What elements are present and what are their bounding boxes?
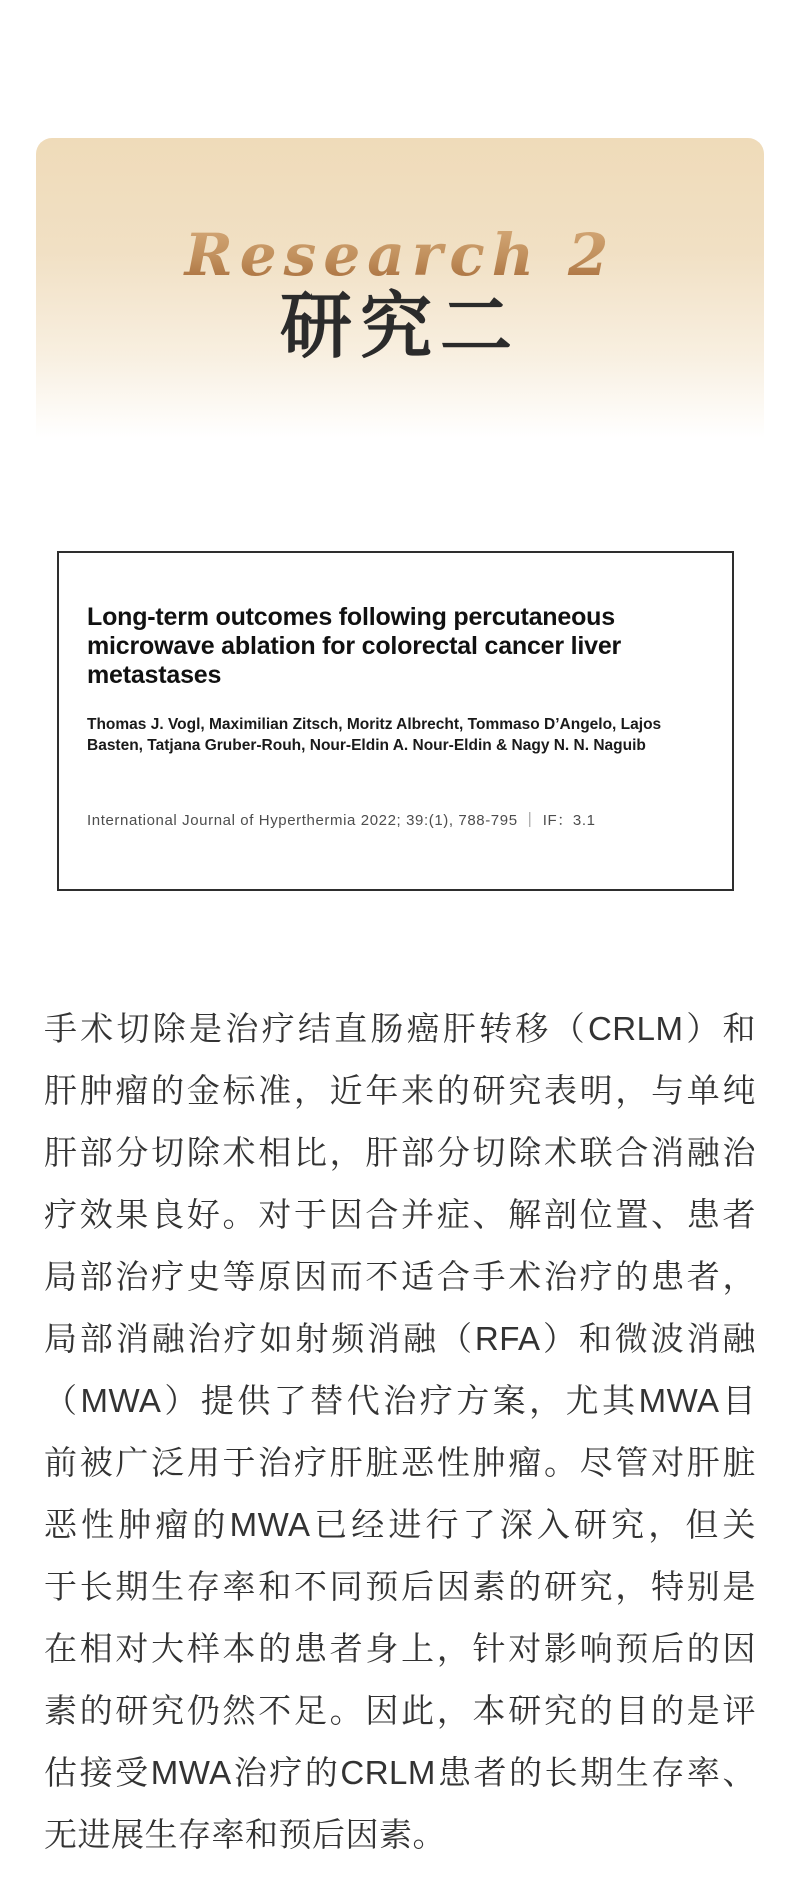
paper-authors: Thomas J. Vogl, Maximilian Zitsch, Moritz Albrecht, Tommaso D’Angelo, Lajos Basten, Tatjana Gruber-Rouh, Nour-Eldin A. Nour-Eldin & Nagy N. N. Naguib [87, 716, 662, 754]
body-line: 前被广泛用于治疗肝脏恶性肿瘤。尽管对肝脏 [44, 1444, 756, 1481]
body-line: 在相对大样本的患者身上，针对影响预后的因 [44, 1630, 756, 1667]
body-text [44, 998, 756, 1866]
body-line: 素的研究仍然不足。因此，本研究的目的是评 [44, 1692, 756, 1729]
body-line: 无进展生存率和预后因素。 [44, 1816, 446, 1853]
body-line: 肝肿瘤的金标准，近年来的研究表明，与单纯 [44, 1072, 756, 1109]
body-line: 恶性肿瘤的MWA已经进行了深入研究，但关 [44, 1506, 756, 1543]
research-cn-title: 研究二 [279, 287, 520, 367]
paper-journal-line: International Journal of Hyperthermia 2022; 39:(1), 788-795 ｜ IF：3.1 [87, 812, 596, 829]
body-line: 手术切除是治疗结直肠癌肝转移（CRLM）和 [44, 1010, 756, 1047]
body-line: 肝部分切除术相比，肝部分切除术联合消融治 [44, 1134, 756, 1171]
hero-gradient-panel [36, 138, 764, 438]
body-line: 估接受MWA治疗的CRLM患者的长期生存率、 [44, 1754, 756, 1791]
research-script-title: Research 2 [36, 226, 764, 284]
body-line: （MWA）提供了替代治疗方案，尤其MWA目 [44, 1382, 756, 1419]
body-line: 局部消融治疗如射频消融（RFA）和微波消融 [44, 1320, 756, 1357]
body-line: 于长期生存率和不同预后因素的研究，特别是 [44, 1568, 756, 1605]
paper-citation-card [57, 551, 734, 891]
body-line: 疗效果良好。对于因合并症、解剖位置、患者 [44, 1196, 756, 1233]
body-line: 局部治疗史等原因而不适合手术治疗的患者， [44, 1258, 756, 1295]
paper-title: Long-term outcomes following percutaneous microwave ablation for colorectal cancer liver metastases [87, 603, 622, 689]
